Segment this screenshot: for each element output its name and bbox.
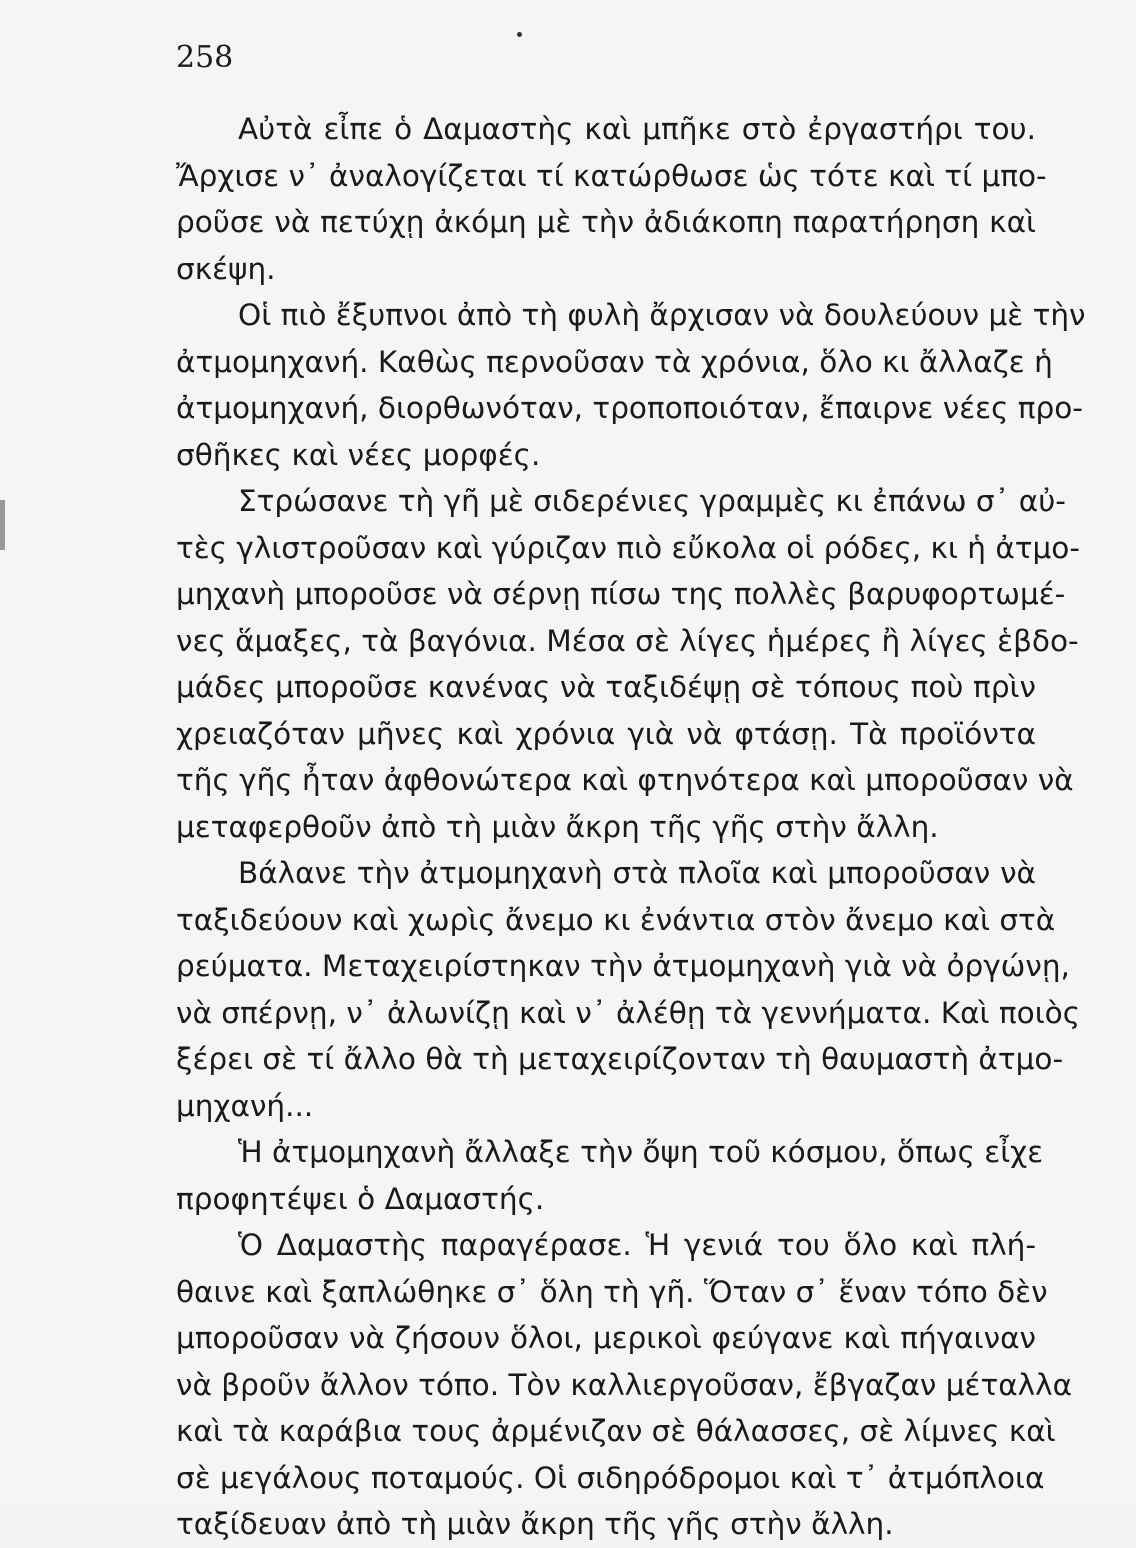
text-line: μηχανὴ μποροῦσε νὰ σέρνῃ πίσω της πολλὲς βαρυφορτωμέ- xyxy=(176,577,1066,611)
text-line: τῆς γῆς ἦταν ἀφθονώτερα καὶ φτηνότερα καὶ μποροῦσαν νὰ xyxy=(176,763,1074,797)
text-line: μεταφερθοῦν ἀπὸ τὴ μιὰν ἄκρη τῆς γῆς στὴν ἄλλη. xyxy=(176,809,939,844)
text-line: Ὁ Δαμαστὴς παραγέρασε. Ἡ γενιά του ὅλο καὶ πλή- xyxy=(238,1228,1036,1262)
body-text xyxy=(176,106,1086,1548)
page-number: 258 xyxy=(176,40,234,75)
text-line: Στρώσανε τὴ γῆ μὲ σιδερένιες γραμμὲς κι ἐπάνω σ᾿ αὐ- xyxy=(238,484,1066,518)
text-line: σκέψη. xyxy=(176,251,276,286)
text-line: προφητέψει ὁ Δαμαστής. xyxy=(176,1181,545,1216)
text-line: Οἱ πιὸ ἔξυπνοι ἀπὸ τὴ φυλὴ ἄρχισαν νὰ δουλεύουν μὲ τὴν xyxy=(238,298,1086,332)
text-line: μηχανή... xyxy=(176,1088,314,1123)
text-line: ροῦσε νὰ πετύχῃ ἀκόμη μὲ τὴν ἀδιάκοπη παρατήρηση καὶ xyxy=(176,205,1036,239)
text-line: καὶ τὰ καράβια τους ἀρμένιζαν σὲ θάλασσες, σὲ λίμνες καὶ xyxy=(176,1414,1056,1448)
text-line: τὲς γλιστροῦσαν καὶ γύριζαν πιὸ εὔκολα οἱ ρόδες, κι ἡ ἀτμο- xyxy=(176,530,1080,565)
binding-shadow xyxy=(0,500,5,550)
text-line: σὲ μεγάλους ποταμούς. Οἱ σιδηρόδρομοι καὶ τ᾿ ἀτμόπλοια xyxy=(176,1460,1045,1495)
text-line: Βάλανε τὴν ἀτμομηχανὴ στὰ πλοῖα καὶ μποροῦσαν νὰ xyxy=(238,856,1036,890)
text-line: ταξιδεύουν καὶ χωρὶς ἄνεμο κι ἐνάντια στὸν ἄνεμο καὶ στὰ xyxy=(176,902,1056,937)
text-line: ταξίδευαν ἀπὸ τὴ μιὰν ἄκρη τῆς γῆς στὴν ἄλλη. xyxy=(176,1507,894,1541)
text-line: θαινε καὶ ξαπλώθηκε σ᾿ ὅλη τὴ γῆ. Ὅταν σ᾿ ἕναν τόπο δὲν xyxy=(176,1274,1048,1309)
text-line: ἀτμομηχανή, διορθωνόταν, τροποποιόταν, ἔπαιρνε νέες προ- xyxy=(176,391,1083,425)
text-line: ἀτμομηχανή. Καθὼς περνοῦσαν τὰ χρόνια, ὅλο κι ἄλλαζε ἡ xyxy=(176,344,1053,379)
text-line: νὰ σπέρνῃ, ν᾿ ἀλωνίζῃ καὶ ν᾿ ἀλέθῃ τὰ γεννήματα. Καὶ ποιὸς xyxy=(176,995,1081,1030)
text-line: χρειαζόταν μῆνες καὶ χρόνια γιὰ νὰ φτάσῃ. Τὰ προϊόντα xyxy=(176,716,1036,751)
text-line: σθῆκες καὶ νέες μορφές. xyxy=(176,437,541,472)
text-line: ξέρει σὲ τί ἄλλο θὰ τὴ μεταχειρίζονταν τὴ θαυμαστὴ ἀτμο- xyxy=(176,1042,1064,1076)
text-line: Αὐτὰ εἶπε ὁ Δαμαστὴς καὶ μπῆκε στὸ ἐργαστήρι του. xyxy=(238,112,1036,146)
print-speck xyxy=(517,32,522,37)
text-line: Ἡ ἀτμομηχανὴ ἄλλαξε τὴν ὄψη τοῦ κόσμου, ὅπως εἶχε xyxy=(238,1135,1044,1169)
text-line: μποροῦσαν νὰ ζήσουν ὅλοι, μερικοὶ φεύγανε καὶ πήγαιναν xyxy=(176,1321,1036,1355)
text-line: νες ἅμαξες, τὰ βαγόνια. Μέσα σὲ λίγες ἡμέρες ἢ λίγες ἑβδο- xyxy=(176,623,1079,658)
text-line: Ἄρχισε ν᾿ ἀναλογίζεται τί κατώρθωσε ὡς τότε καὶ τί μπο- xyxy=(176,158,1047,193)
text-line: μάδες μποροῦσε κανένας νὰ ταξιδέψῃ σὲ τόπους ποὺ πρὶν xyxy=(176,670,1036,704)
text-line: νὰ βροῦν ἄλλον τόπο. Τὸν καλλιεργοῦσαν, ἔβγαζαν μέταλλα xyxy=(176,1367,1073,1402)
text-line: ρεύματα. Μεταχειρίστηκαν τὴν ἀτμομηχανὴ γιὰ νὰ ὀργώνῃ, xyxy=(176,949,1070,983)
